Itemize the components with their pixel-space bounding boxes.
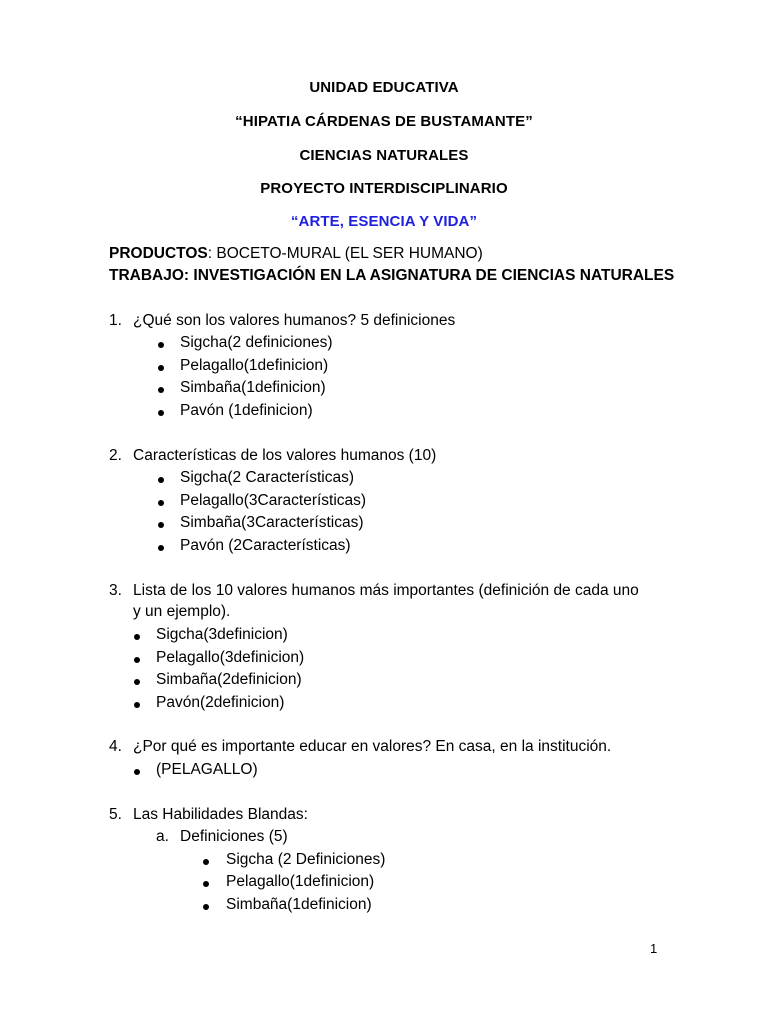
trabajo-line: TRABAJO: INVESTIGACIÓN EN LA ASIGNATURA DE CIENCIAS NATURALES xyxy=(109,267,675,284)
item-number: 2. xyxy=(109,447,122,464)
productos-line xyxy=(109,245,483,263)
bullet-icon xyxy=(158,500,164,506)
list-item: Simbaña(3Características) xyxy=(180,514,364,531)
bullet-icon xyxy=(134,769,140,775)
project-title: PROYECTO INTERDISCIPLINARIO xyxy=(260,180,508,197)
list-item: Pavón(2definicion) xyxy=(156,694,285,711)
bullet-icon xyxy=(158,387,164,393)
sub-item-text: Definiciones (5) xyxy=(180,828,288,845)
item-number: 5. xyxy=(109,806,122,823)
bullet-icon xyxy=(203,881,209,887)
list-item: Pelagallo(3Características) xyxy=(180,492,367,509)
item-number: 1. xyxy=(109,312,122,329)
item-text: Lista de los 10 valores humanos más importantes (definición de cada uno xyxy=(133,582,639,599)
item-number: 3. xyxy=(109,582,122,599)
bullet-icon xyxy=(134,702,140,708)
list-item: Sigcha(3definicion) xyxy=(156,626,288,643)
school-name: “HIPATIA CÁRDENAS DE BUSTAMANTE” xyxy=(235,113,533,130)
item-text-continued: y un ejemplo). xyxy=(133,603,231,620)
item-number: 4. xyxy=(109,738,122,755)
bullet-icon xyxy=(203,859,209,865)
bullet-icon xyxy=(158,545,164,551)
list-item: Pelagallo(1definicion) xyxy=(226,873,375,890)
bullet-icon xyxy=(158,342,164,348)
bullet-icon xyxy=(158,477,164,483)
list-item: Pavón (2Características) xyxy=(180,537,351,554)
list-item: Pelagallo(1definicion) xyxy=(180,357,329,374)
bullet-icon xyxy=(134,657,140,663)
item-text: ¿Qué son los valores humanos? 5 definiciones xyxy=(133,312,456,329)
item-text: ¿Por qué es importante educar en valores? En casa, en la institución. xyxy=(133,738,612,755)
bullet-icon xyxy=(158,365,164,371)
item-text: Características de los valores humanos (10) xyxy=(133,447,437,464)
subject-title: CIENCIAS NATURALES xyxy=(299,147,469,164)
list-item: Simbaña(1definicion) xyxy=(180,379,326,396)
list-item: Pavón (1definicion) xyxy=(180,402,313,419)
list-item: Sigcha(2 Características) xyxy=(180,469,355,486)
list-item: Sigcha(2 definiciones) xyxy=(180,334,333,351)
list-item: Simbaña(2definicion) xyxy=(156,671,302,688)
bullet-icon xyxy=(203,904,209,910)
bullet-icon xyxy=(134,679,140,685)
school-type: UNIDAD EDUCATIVA xyxy=(309,79,459,96)
bullet-icon xyxy=(134,634,140,640)
page-number: 1 xyxy=(650,941,658,956)
productos-value: : BOCETO-MURAL (EL SER HUMANO) xyxy=(207,245,483,262)
list-item: Sigcha (2 Definiciones) xyxy=(226,851,386,868)
project-name: “ARTE, ESENCIA Y VIDA” xyxy=(290,213,478,230)
list-item: (PELAGALLO) xyxy=(156,761,258,778)
bullet-icon xyxy=(158,522,164,528)
bullet-icon xyxy=(158,410,164,416)
list-item: Simbaña(1definicion) xyxy=(226,896,372,913)
list-item: Pelagallo(3definicion) xyxy=(156,649,305,666)
sub-item-letter: a. xyxy=(156,828,169,845)
item-text: Las Habilidades Blandas: xyxy=(133,806,308,823)
productos-label: PRODUCTOS xyxy=(109,245,208,262)
